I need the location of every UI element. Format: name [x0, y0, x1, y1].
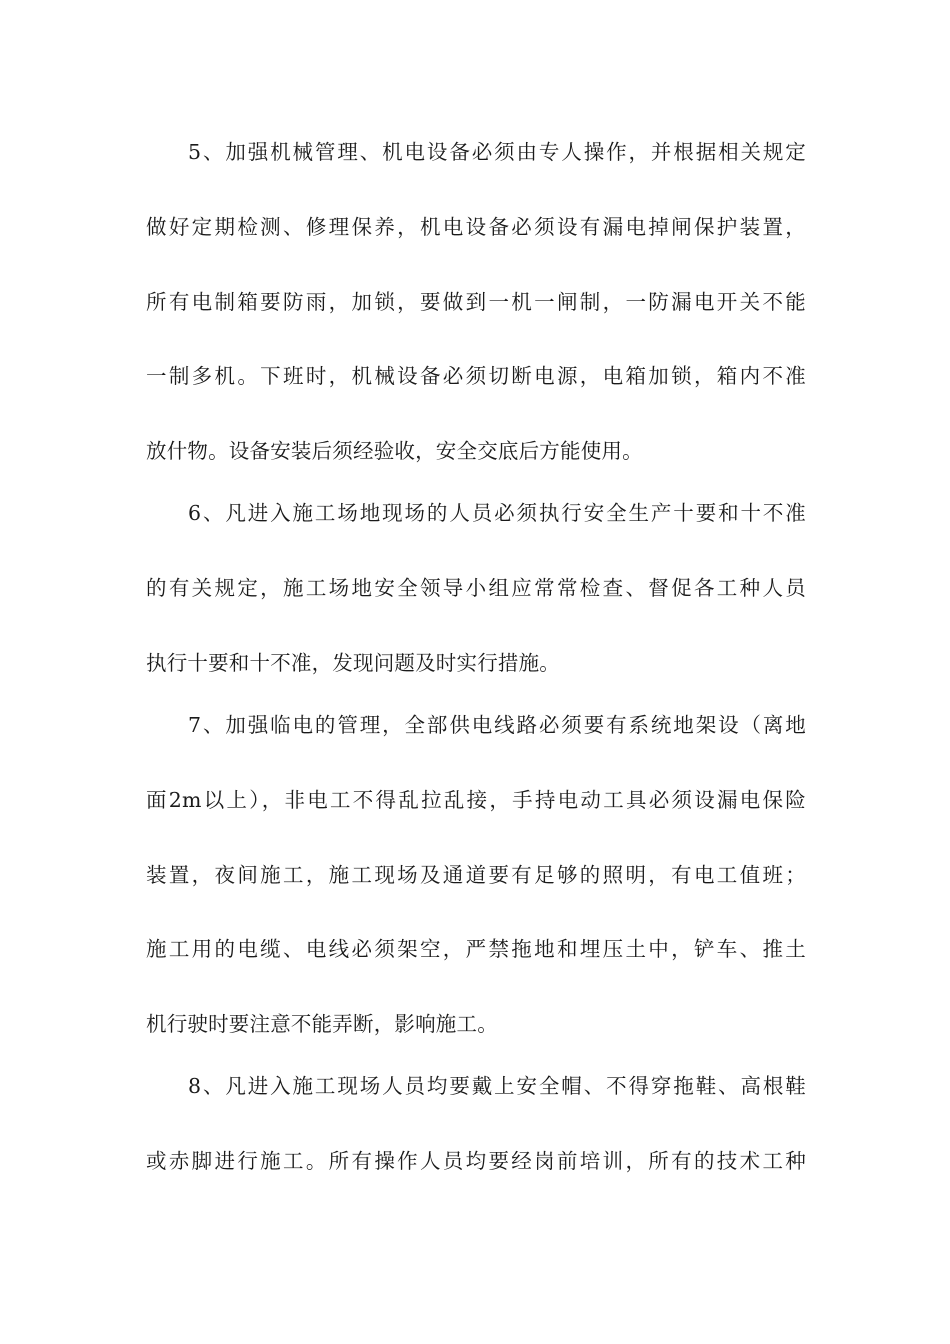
paragraph-7-line-2: 面2m以上），非电工不得乱拉乱接，手持电动工具必须设漏电保险: [146, 788, 806, 812]
paragraph-6-line-1: 6、凡进入施工场地现场的人员必须执行安全生产十要和十不准: [188, 501, 806, 525]
paragraph-8-line-1: 8、凡进入施工现场人员均要戴上安全帽、不得穿拖鞋、高根鞋: [188, 1074, 806, 1098]
paragraph-5-line-3: 所有电制箱要防雨，加锁，要做到一机一闸制，一防漏电开关不能: [146, 290, 806, 314]
paragraph-8-line-2: 或赤脚进行施工。所有操作人员均要经岗前培训，所有的技术工种: [146, 1149, 806, 1173]
paragraph-5-line-4: 一制多机。下班时，机械设备必须切断电源，电箱加锁，箱内不准: [146, 364, 806, 388]
paragraph-5-line-2: 做好定期检测、修理保养，机电设备必须设有漏电掉闸保护装置，: [146, 215, 806, 239]
paragraph-5-line-5: 放什物。设备安装后须经验收，安全交底后方能使用。: [146, 439, 643, 463]
paragraph-7-line-5: 机行驶时要注意不能弄断，影响施工。: [146, 1012, 498, 1036]
paragraph-5-line-1: 5、加强机械管理、机电设备必须由专人操作，并根据相关规定: [188, 140, 806, 164]
paragraph-7-line-3: 装置，夜间施工，施工现场及通道要有足够的照明，有电工值班；: [146, 863, 806, 887]
paragraph-6-line-3: 执行十要和十不准，发现问题及时实行措施。: [146, 651, 560, 675]
paragraph-6-line-2: 的有关规定，施工场地安全领导小组应常常检查、督促各工种人员: [146, 576, 806, 600]
paragraph-7-line-1: 7、加强临电的管理，全部供电线路必须要有系统地架设（离地: [188, 713, 806, 737]
paragraph-7-line-4: 施工用的电缆、电线必须架空，严禁拖地和埋压土中，铲车、推土: [146, 937, 806, 961]
